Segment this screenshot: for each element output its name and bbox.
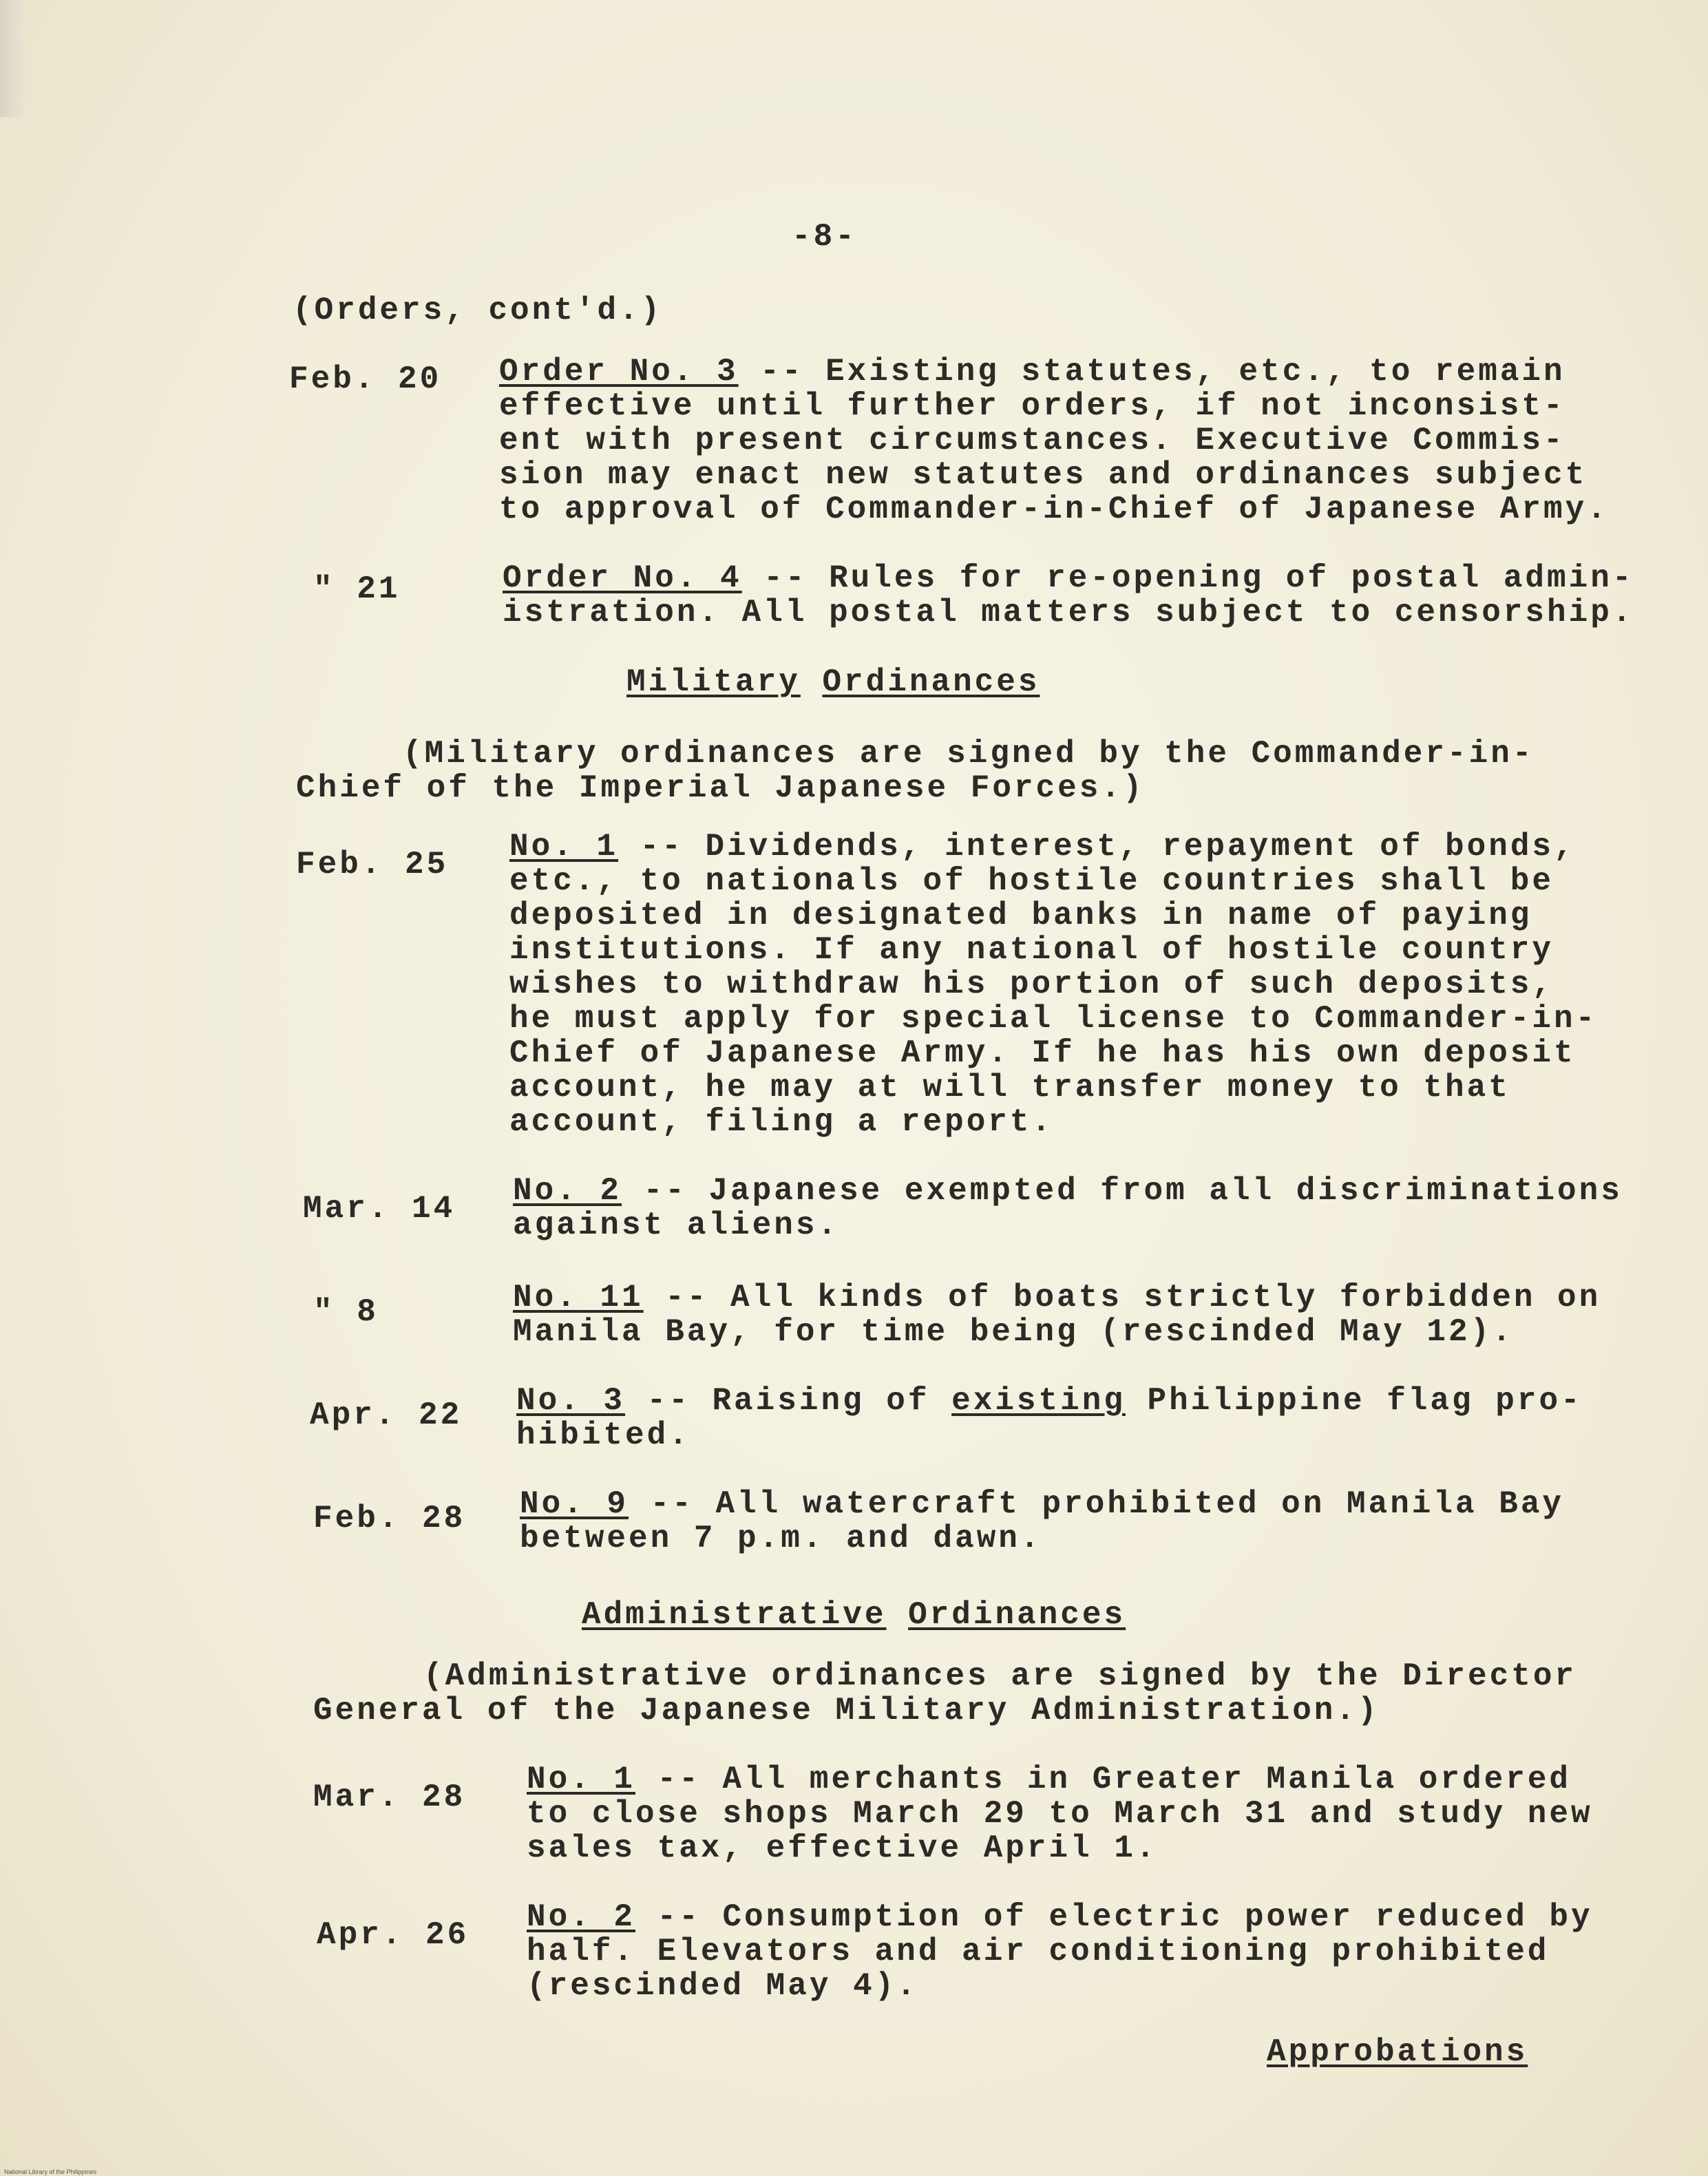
entry-line: sales tax, effective April 1. [527, 1830, 1158, 1866]
ordinance-entry [513, 1174, 1623, 1243]
entry-line: -- Dividends, interest, repayment of bonds, [618, 829, 1576, 865]
entry-line: against aliens. [513, 1207, 840, 1243]
entry-line: institutions. If any national of hostile country [509, 932, 1554, 968]
entry-line: istration. All postal matters subject to censorship. [503, 595, 1634, 631]
entry-line: effective until further orders, if not inconsist- [499, 388, 1565, 424]
entry-line: -- All watercraft prohibited on Manila Bay [629, 1486, 1565, 1522]
entry-line: -- Rules for re-opening of postal admin- [741, 560, 1634, 596]
entry-ref: No. 11 [513, 1280, 644, 1316]
entry-ref: No. 9 [520, 1486, 629, 1522]
ordinance-entry [520, 1487, 1564, 1556]
entry-date: Mar. 28 [313, 1779, 466, 1815]
entry-line: (rescinded May 4). [527, 1968, 918, 2004]
entry-ref: No. 3 [516, 1383, 626, 1419]
page-number: -8- [792, 219, 857, 255]
administrative-intro [313, 1659, 1577, 1728]
section-continued-label: (Orders, cont'd.) [293, 293, 663, 328]
military-intro [296, 737, 1534, 805]
next-section-heading: Approbations [1267, 2034, 1528, 2070]
ordinance-entry [516, 1384, 1583, 1453]
entry-line: wishes to withdraw his portion of such deposits, [509, 966, 1554, 1002]
intro-line: General of the Japanese Military Administration.) [313, 1693, 1380, 1729]
entry-line: -- Consumption of electric power reduced by [635, 1899, 1593, 1935]
entry-line: -- Japanese exempted from all discriminations [622, 1173, 1623, 1209]
entry-date: Feb. 25 [296, 847, 449, 883]
order-entry [499, 355, 1609, 527]
entry-date: " 21 [313, 571, 401, 607]
tape-strip [0, 0, 28, 117]
order-entry [503, 561, 1634, 630]
entry-line: half. Elevators and air conditioning prohibited [527, 1934, 1550, 1969]
entry-date: " 8 [313, 1294, 379, 1330]
entry-line: -- Existing statutes, etc., to remain [738, 354, 1565, 390]
ordinance-entry [513, 1280, 1601, 1349]
entry-ref: No. 2 [527, 1899, 636, 1935]
entry-line: between 7 p.m. and dawn. [520, 1521, 1042, 1556]
entry-date: Mar. 14 [303, 1191, 456, 1227]
entry-date: Feb. 28 [313, 1501, 466, 1536]
entry-date: Apr. 22 [310, 1397, 463, 1433]
entry-line: ent with present circumstances. Executive Commis- [499, 423, 1565, 458]
entry-line: Philippine flag pro- [1125, 1383, 1583, 1419]
entry-line: -- All kinds of boats strictly forbidden on [643, 1280, 1601, 1316]
emphasis-text: existing [951, 1383, 1126, 1419]
entry-ref: No. 2 [513, 1173, 622, 1209]
ordinance-entry [509, 830, 1597, 1139]
entry-line: to approval of Commander-in-Chief of Japanese Army. [499, 492, 1609, 527]
entry-line: sion may enact new statutes and ordinances subject [499, 457, 1588, 493]
entry-line: Chief of Japanese Army. If he has his own deposit [509, 1035, 1576, 1071]
entry-line: -- Raising of [625, 1383, 952, 1419]
entry-date: Feb. 20 [289, 361, 442, 397]
entry-line: Manila Bay, for time being (rescinded May 12). [513, 1314, 1514, 1350]
intro-line: (Military ordinances are signed by the Commander-in- [403, 736, 1535, 772]
entry-line: he must apply for special license to Commander-in- [509, 1001, 1598, 1037]
intro-line: (Administrative ordinances are signed by the Director [423, 1658, 1577, 1694]
ordinance-entry [527, 1762, 1593, 1866]
entry-line: account, filing a report. [509, 1104, 1054, 1140]
entry-line: to close shops March 29 to March 31 and study new [527, 1796, 1593, 1832]
intro-line: Chief of the Imperial Japanese Forces.) [296, 770, 1145, 806]
archive-footer: National Library of the Philippines [4, 2168, 97, 2175]
entry-line: -- All merchants in Greater Manila ordered [635, 1762, 1572, 1797]
entry-line: account, he may at will transfer money to that [509, 1070, 1510, 1106]
entry-ref: Order No. 3 [499, 354, 739, 390]
entry-date: Apr. 26 [317, 1917, 470, 1953]
entry-ref: No. 1 [527, 1762, 636, 1797]
entry-ref: Order No. 4 [503, 560, 742, 596]
entry-line: etc., to nationals of hostile countries shall be [509, 863, 1554, 899]
entry-ref: No. 1 [509, 829, 619, 865]
entry-line: deposited in designated banks in name of paying [509, 898, 1532, 933]
administrative-ordinances-heading: Administrative Ordinances [582, 1597, 1126, 1633]
military-ordinances-heading: Military Ordinances [626, 664, 1040, 700]
entry-line: hibited. [516, 1417, 690, 1453]
ordinance-entry [527, 1900, 1593, 2003]
